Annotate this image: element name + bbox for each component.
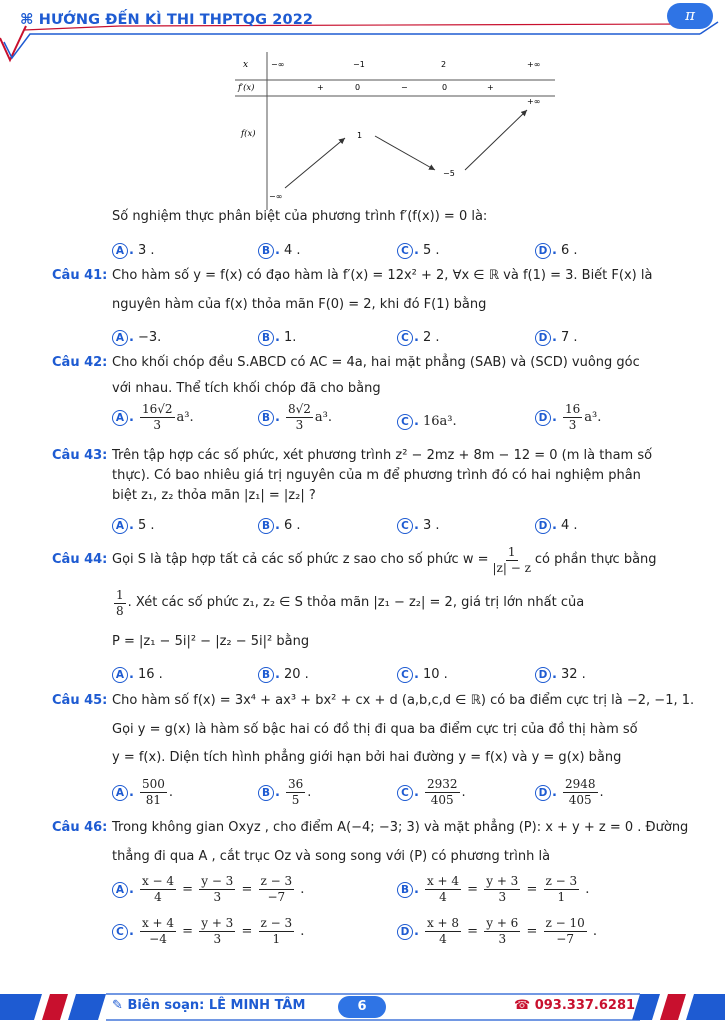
q45-line2: Gọi y = g(x) là hàm số bậc hai có đồ thị đi qua ba điểm cực trị của đồ thị hàm số [112,722,638,737]
pi-logo-icon: π [667,3,713,29]
q45-line1: Cho hàm số f(x) = 3x⁴ + ax³ + bx² + cx + d (a,b,c,d ∈ ℝ) có ba điểm cực trị là −2, −1, 1. [112,693,695,708]
q44-answer-b: B . 20 . [258,665,309,685]
x-val-3: 2 [441,60,447,69]
fraction: $\frac{x - 4}{4}$ [141,874,175,904]
q44-line2: $\frac{1}{8}$ . Xét các số phức z₁, z₂ ∈ S thỏa mãn |z₁ − z₂| = 2, giá trị lớn nhất của [116,587,585,618]
fraction: $\frac{y + 6}{3}$ [486,916,519,946]
table-x-label: x [243,60,249,70]
q41-answer-d: D . 7 . [535,328,578,348]
table-f-label: f(x) [241,129,256,139]
sign-1: + [317,83,324,92]
fraction: $\frac{x + 8}{4}$ [426,916,460,946]
q41-answer-b: B . 1. [258,328,296,348]
sign-4: 0 [442,83,448,92]
f-val-2: 1 [357,131,363,140]
q46-answer-c: C . $\frac{x + 4}{-4}$ = $\frac{y + 3}{3}$ = $\frac{z - 3}{1}$ . [112,916,304,947]
q44-label: Câu 44: [52,552,108,567]
sign-3: − [401,83,408,92]
q41-answer-a: A . −3. [112,328,161,348]
q42-answer-b: B . $\frac{8√2}{3}$ a³. [258,402,332,433]
q46-label: Câu 46: [52,820,108,835]
q46-answer-d: D . $\frac{x + 8}{4}$ = $\frac{y + 6}{3}$ = $\frac{z - 10}{-7}$ . [397,916,597,947]
q45-line3: y = f(x). Diện tích hình phẳng giới hạn bởi hai đường y = f(x) và y = g(x) bằng [112,750,622,765]
sign-5: + [487,83,494,92]
q44-answer-d: D . 32 . [535,665,586,685]
q41-line2: nguyên hàm của f(x) thỏa mãn F(0) = 2, khi đó F(1) bằng [112,297,487,312]
q44-answer-c: C . 10 . [397,665,448,685]
f-val-3: −5 [443,169,455,178]
fraction: $\frac{y + 3}{3}$ [201,916,234,946]
answer-b: B . 4 . [258,241,301,261]
q42-line2: với nhau. Thể tích khối chóp đã cho bằng [112,381,381,396]
q41-label: Câu 41: [52,268,108,283]
fraction: $\frac{y + 3}{3}$ [486,874,519,904]
f-val-1: −∞ [269,192,283,201]
f-val-4: +∞ [527,97,541,106]
x-val-4: +∞ [527,60,541,69]
page-number: 6 [338,996,386,1018]
fraction: $\frac{z - 3}{1}$ [545,874,578,904]
q46-answer-a: A . $\frac{x - 4}{4}$ = $\frac{y - 3}{3}$ = $\frac{z - 3}{-7}$ . [112,874,304,905]
q43-answer-d: D . 4 . [535,516,578,536]
q43-line2: thực). Có bao nhiêu giá trị nguyên của m để phương trình đó có hai nghiệm phân [112,468,641,483]
table-fp-label: f′(x) [238,83,255,93]
q42-line1: Cho khối chóp đều S.ABCD có AC = 4a, hai mặt phẳng (SAB) và (SCD) vuông góc [112,355,640,370]
answer-c: C . 5 . [397,241,440,261]
q46-line1: Trong không gian Oxyz , cho điểm A(−4; −3; 3) và mặt phẳng (P): x + y + z = 0 . Đường [112,820,689,835]
x-val-2: −1 [353,60,365,69]
q42-answer-d: D . $\frac{16}{3}$ a³. [535,402,601,433]
q44-line3: P = |z₁ − 5i|² − |z₂ − 5i|² bằng [112,634,310,649]
fraction: $\frac{y - 3}{3}$ [201,874,234,904]
answer-d: D . 6 . [535,241,578,261]
q45-answer-a: A . $\frac{500}{81}$ . [112,777,173,808]
q42-label: Câu 42: [52,355,108,370]
pen-icon: ✎ [112,998,123,1013]
fraction: $\frac{z - 3}{-7}$ [260,874,293,904]
fraction: $\frac{x + 4}{-4}$ [141,916,175,946]
q45-answer-c: C . $\frac{2932}{405}$ . [397,777,466,808]
q42-answer-c: C . 16a³. [397,412,457,432]
q46-answer-b: B . $\frac{x + 4}{4}$ = $\frac{y + 3}{3}$ = $\frac{z - 3}{1}$ . [397,874,589,905]
footer-author: ✎ Biên soạn: LÊ MINH TÂM [112,998,306,1013]
header-title: ⌘ HƯỚNG ĐẾN KÌ THI THPTQG 2022 [20,12,314,28]
answer-a: A . 3 . [112,241,155,261]
q46-line2: thẳng đi qua A , cắt trục Oz và song song với (P) có phương trình là [112,849,551,864]
fraction: $\frac{z - 3}{1}$ [260,916,293,946]
q43-answer-b: B . 6 . [258,516,301,536]
q44-answer-a: A . 16 . [112,665,163,685]
fraction: $\frac{x + 4}{4}$ [426,874,460,904]
q42-answer-a: A . $\frac{16√2}{3}$ a³. [112,402,194,433]
q45-answer-d: D . $\frac{2948}{405}$ . [535,777,604,808]
q41-answer-c: C . 2 . [397,328,440,348]
q41-line1: Cho hàm số y = f(x) có đạo hàm là f′(x) = 12x² + 2, ∀x ∈ ℝ và f(1) = 3. Biết F(x) là [112,268,653,283]
q45-answer-b: B . $\frac{36}{5}$ . [258,777,311,808]
q45-label: Câu 45: [52,693,108,708]
q44-line1: Gọi S là tập hợp tất cả các số phức z sao cho số phức w = $\frac{1}{|z| - z}$ có phần thực bằng [112,544,657,575]
q43-answer-a: A . 5 . [112,516,155,536]
q43-label: Câu 43: [52,448,108,463]
x-val-1: −∞ [271,60,285,69]
q43-line3: biệt z₁, z₂ thỏa mãn |z₁| = |z₂| ? [112,488,316,503]
fraction: $\frac{z - 10}{-7}$ [545,916,585,946]
intro-question: Số nghiệm thực phân biệt của phương trình f′(f(x)) = 0 là: [112,209,488,224]
q43-answer-c: C . 3 . [397,516,440,536]
variation-table [235,52,555,210]
footer-phone: ☎ 093.337.6281 [514,998,636,1013]
sign-2: 0 [355,83,361,92]
q43-line1: Trên tập hợp các số phức, xét phương trình z² − 2mz + 8m − 12 = 0 (m là tham số [112,448,653,463]
